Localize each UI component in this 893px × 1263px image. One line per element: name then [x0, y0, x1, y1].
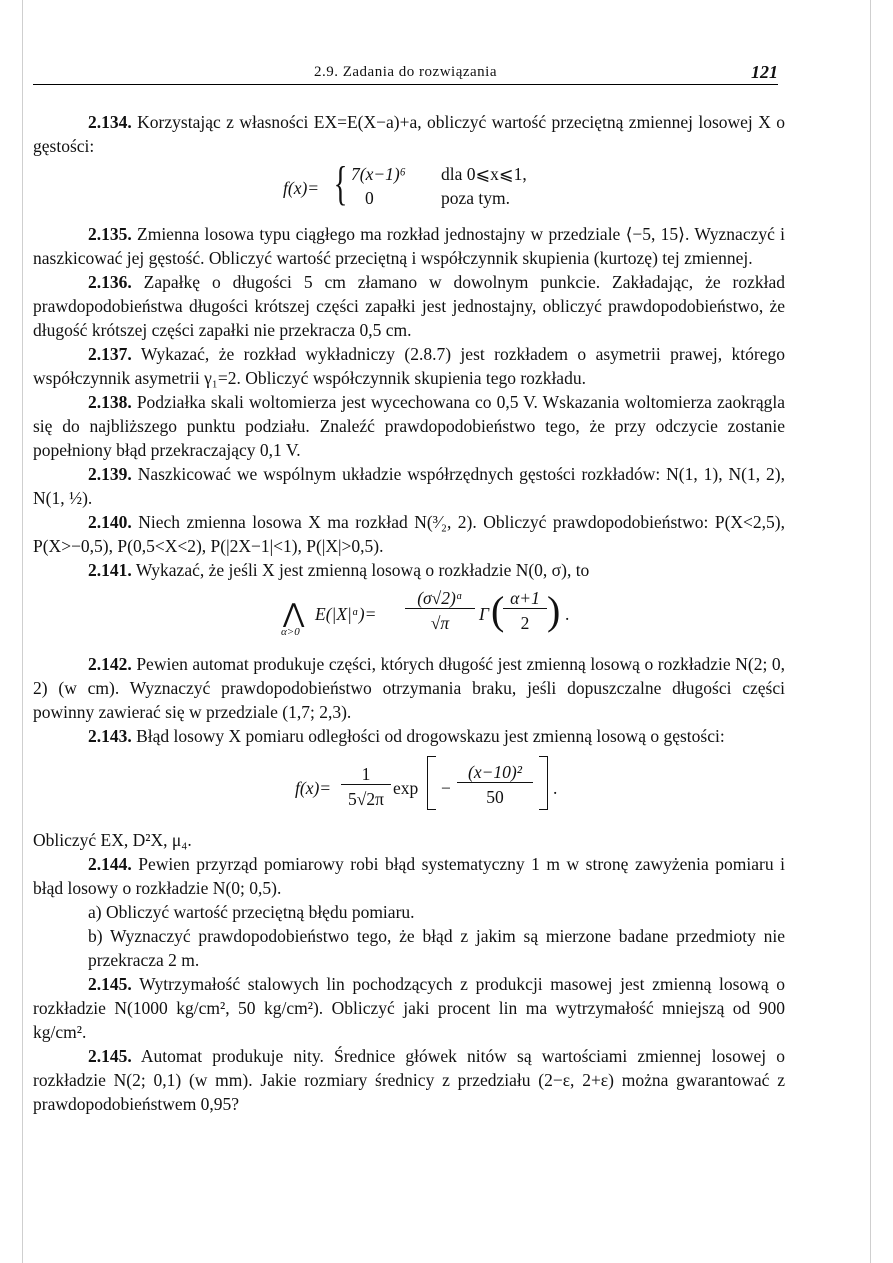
problem-2-145 — [33, 972, 785, 1044]
formula-normal-density — [33, 752, 785, 820]
formula-fraction-num: (σ√2)ᵅ — [405, 588, 475, 609]
problem-text: Pewien automat produkuje części, których długość jest zmienną losową o rozkładzie N(2; 0, 2) (w cm). Wyznaczyć prawdopodobieństwo otrzymania braku, jeśli dopuszczalne długości części powinny zawierać się w przedziale (1,7; 2,3). — [33, 654, 786, 722]
problem-2-144 — [33, 852, 785, 900]
problem-number: 2.139. — [88, 464, 132, 484]
case-1-cond: dla 0⩽x⩽1, — [441, 164, 527, 184]
formula-paren-open: ( — [491, 588, 505, 633]
problem-2-134 — [33, 110, 785, 158]
problem-number: 2.138. — [88, 392, 132, 412]
formula-quantifier-sub: α>0 — [281, 626, 300, 638]
formula-gamma-num: α+1 — [503, 588, 547, 609]
problem-2-142 — [33, 652, 785, 724]
formula-exp: exp — [393, 778, 419, 798]
problem-2-138 — [33, 390, 785, 462]
formula-inner-den: 50 — [486, 787, 504, 807]
page-edge-left — [22, 0, 23, 1263]
problem-number: 2.144. — [88, 854, 132, 874]
problem-2-140 — [33, 510, 785, 558]
page-number: 121 — [751, 62, 778, 82]
problem-number: 2.141. — [88, 560, 132, 580]
formula-minus: − — [441, 778, 451, 798]
formula-absolute-moment — [33, 586, 785, 644]
problem-2-143 — [33, 724, 785, 748]
formula-inner-num: (x−10)² — [457, 762, 533, 783]
formula-fraction-den: 5√2π — [348, 789, 384, 809]
formula-quantifier: ⋀ — [283, 599, 305, 628]
problem-text: Pewien przyrząd pomiarowy robi błąd systematyczny 1 m w stronę zawyżenia pomiaru i błąd losowy o rozkładzie N(0; 0,5). — [33, 854, 786, 898]
problem-2-141 — [33, 558, 785, 582]
running-header — [33, 62, 778, 85]
problem-text: Automat produkuje nity. Średnice główek nitów są wartościami zmiennej losowej o rozkładzie N(2; 0,1) (w mm). Jakie rozmiary średnicy z przedziału (2−ε, 2+ε) można gwarantować z prawdopodobieństwem 0,95? — [33, 1046, 785, 1114]
problem-text: Błąd losowy X pomiaru odległości od drogowskazu jest zmienną losową o gęstości: — [136, 726, 725, 746]
formula-lhs: f(x)= — [295, 778, 332, 798]
problem-2-135 — [33, 222, 785, 270]
problem-number: 2.145. — [88, 974, 132, 994]
case-1-expr: 7(x−1)⁶ — [351, 164, 406, 184]
problem-text: Zapałkę o długości 5 cm złamano w dowolnym punkcie. Zakładając, że rozkład prawdopodobieństwa długości krótszej części zapałki jest jednostajny, obliczyć prawdopodobieństwo, że długość krótszej części zapałki nie przekracza 0,5 cm. — [33, 272, 786, 340]
problem-2-146 — [33, 1044, 785, 1116]
formula-end: . — [565, 604, 570, 624]
problem-2-144-b: b) Wyznaczyć prawdopodobieństwo tego, że błąd z jakim są mierzone badane przedmioty nie przekracza 2 m. — [88, 926, 785, 970]
problem-text: Korzystając z własności EX=E(X−a)+a, obliczyć wartość przeciętną zmiennej losowej X o gęstości: — [33, 112, 785, 156]
page-edge-right — [870, 0, 871, 1263]
formula-paren-close: ) — [547, 588, 561, 633]
case-2-cond: poza tym. — [441, 188, 511, 208]
problem-number: 2.143. — [88, 726, 132, 746]
problem-number: 2.136. — [88, 272, 132, 292]
running-title: 2.9. Zadania do rozwiązania — [313, 64, 497, 80]
problem-2-144-a: a) Obliczyć wartość przeciętną błędu pomiaru. — [88, 902, 415, 922]
formula-end: . — [553, 778, 558, 798]
problem-text: Wykazać, że jeśli X jest zmienną losową o rozkładzie N(0, σ), to — [135, 560, 590, 580]
problem-text: Podziałka skali woltomierza jest wycechowana co 0,5 V. Wskazania woltomierza zaokrągla się do najbliższego punktu podziału. Znaleźć prawdopodobieństwo tego, że przy odczycie zostanie popełniony błąd przekraczający 0,1 V. — [33, 392, 786, 460]
formula-bracket-close — [539, 756, 548, 810]
problem-text: Zmienna losowa typu ciągłego ma rozkład jednostajny w przedziale ⟨−5, 15⟩. Wyznaczyć i naszkicować jej gęstość. Obliczyć wartość przeciętną i współczynnik skupienia (kurtozę) tej zmiennej. — [33, 224, 785, 268]
problem-number: 2.134. — [88, 112, 132, 132]
formula-fraction-den: √π — [430, 613, 450, 633]
formula-bracket-open — [427, 756, 436, 810]
problem-text: Naszkicować we wspólnym układzie współrzędnych gęstości rozkładów: N(1, 1), N(1, 2), N(1, ½). — [33, 464, 785, 508]
problem-2-137 — [33, 342, 785, 390]
formula-gamma-den: 2 — [520, 613, 530, 633]
problem-2-136 — [33, 270, 785, 342]
problem-number: 2.145. — [88, 1046, 132, 1066]
problem-number: 2.137. — [88, 344, 132, 364]
case-2-expr: 0 — [365, 188, 374, 208]
formula-lhs: f(x)= — [283, 178, 320, 198]
problem-text: Niech zmienna losowa X ma rozkład N(³⁄₂, 2). Obliczyć prawdopodobieństwo: P(X<2,5), P(X>−0,5), P(0,5<X<2), P(|2X−1|<1), P(|X|>0,5). — [33, 512, 786, 556]
problem-number: 2.135. — [88, 224, 132, 244]
formula-fraction-num: 1 — [341, 764, 391, 785]
formula-brace: { — [333, 157, 348, 210]
formula-lhs: E(|X|ᵅ)= — [315, 604, 377, 624]
problem-number: 2.140. — [88, 512, 132, 532]
problem-2-139 — [33, 462, 785, 510]
problem-number: 2.142. — [88, 654, 132, 674]
problem-text: Wytrzymałość stalowych lin pochodzących z produkcji masowej jest zmienną losową o rozkładzie N(1000 kg/cm², 50 kg/cm²). Obliczyć jaki procent lin ma wytrzymałość mniejszą od 900 kg/cm². — [33, 974, 786, 1042]
page-content — [33, 110, 785, 1116]
formula-gamma: Γ — [479, 604, 489, 624]
formula-density-piecewise — [33, 157, 785, 214]
problem-2-143-question: Obliczyć EX, D²X, μ₄. — [33, 830, 192, 850]
problem-text: Wykazać, że rozkład wykładniczy (2.8.7) jest rozkładem o asymetrii prawej, którego współczynnik asymetrii γ₁=2. Obliczyć współczynnik skupienia tego rozkładu. — [33, 344, 785, 388]
